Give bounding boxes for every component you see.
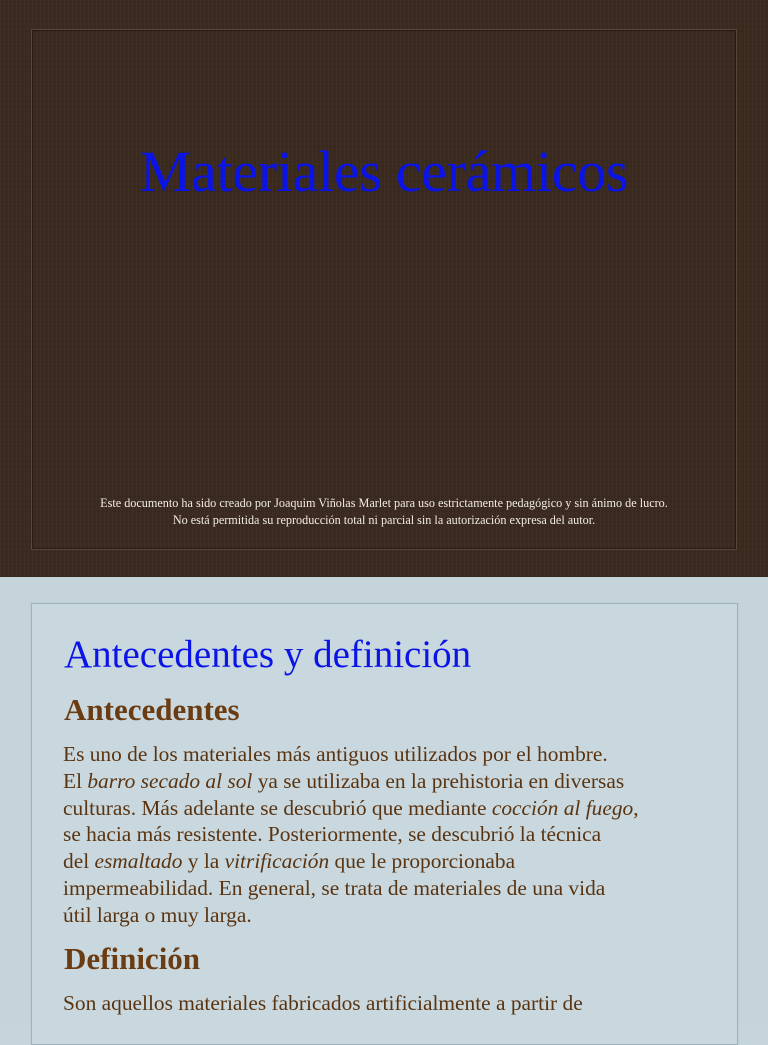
title-slide-frame <box>31 29 737 550</box>
emphasis-text: barro secado al sol <box>87 768 253 793</box>
emphasis-text: cocción al fuego <box>491 795 634 820</box>
paragraph-line: El barro secado al sol ya se utilizaba en la prehistoria en diversas <box>63 768 625 793</box>
paragraph-line: Son aquellos materiales fabricados artificialmente a partir de <box>63 991 583 1015</box>
copyright-note <box>0 495 768 529</box>
section-heading-definicion: Definición <box>64 941 201 976</box>
section-heading-antecedentes: Antecedentes <box>64 692 240 727</box>
emphasis-text: vitrificación <box>224 849 330 874</box>
paragraph-line: útil larga o muy larga. <box>63 902 252 927</box>
document-title: Materiales cerámicos <box>139 139 629 204</box>
paragraph-line: culturas. Más adelante se descubrió que mediante cocción al fuego, <box>63 795 639 820</box>
definicion-paragraph <box>63 990 713 1017</box>
emphasis-text: esmaltado <box>94 849 183 874</box>
paragraph-line: del esmaltado y la vitrificación que le proporcionaba <box>63 849 516 874</box>
paragraph-line: Es uno de los materiales más antiguos utilizados por el hombre. <box>63 742 608 766</box>
paragraph-line: se hacia más resistente. Posteriormente, se descubrió la técnica <box>63 822 602 847</box>
copyright-note-line-2: No está permitida su reproducción total ni parcial sin la autorización expresa del autor. <box>172 513 596 527</box>
copyright-note-line-1: Este documento ha sido creado por Joaquim Viñolas Marlet para uso estrictamente pedagógico y sin ánimo de lucro. <box>100 496 668 510</box>
slide-title: Antecedentes y definición <box>64 633 472 676</box>
paragraph-line: impermeabilidad. En general, se trata de materiales de una vida <box>63 875 606 900</box>
antecedentes-paragraph <box>63 741 713 929</box>
